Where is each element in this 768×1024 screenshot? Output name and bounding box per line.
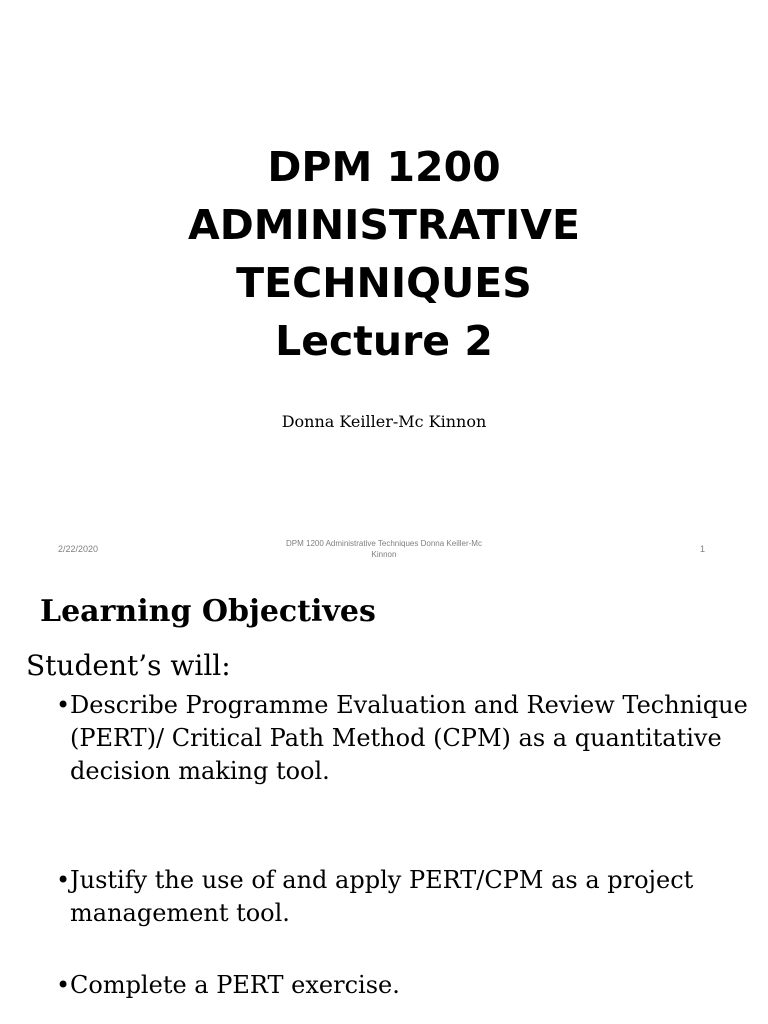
objective-bullet-item xyxy=(56,864,756,930)
objective-bullet-item xyxy=(56,969,756,1002)
title-line-lecture: Lecture 2 xyxy=(275,317,493,365)
objective-text: Justify the use of and apply PERT/CPM as a project management tool. xyxy=(70,866,694,927)
footer-page-number: 1 xyxy=(700,544,706,554)
footer-text xyxy=(264,538,504,560)
bullet-marker: • xyxy=(56,866,71,894)
author-name: Donna Keiller-Mc Kinnon xyxy=(281,412,487,431)
title-line-administrative: ADMINISTRATIVE xyxy=(188,201,580,249)
title-line-techniques: TECHNIQUES xyxy=(236,259,532,307)
objectives-slide xyxy=(0,576,768,1024)
slide-title xyxy=(0,138,768,370)
bullet-marker: • xyxy=(56,971,71,999)
objective-bullet-item xyxy=(56,689,756,788)
bullet-marker: • xyxy=(56,691,71,719)
objectives-intro: Student’s will: xyxy=(26,649,231,682)
footer-text-line-2: Kinnon xyxy=(371,550,397,559)
footer-date: 2/22/2020 xyxy=(58,544,99,554)
title-line-course-code: DPM 1200 xyxy=(267,143,501,191)
objectives-heading: Learning Objectives xyxy=(40,594,376,629)
objective-text: Complete a PERT exercise. xyxy=(70,971,400,999)
footer-text-line-1: DPM 1200 Administrative Techniques Donna Keiller-Mc xyxy=(286,539,482,548)
objective-text: Describe Programme Evaluation and Review Technique (PERT)/ Critical Path Method (CPM) as a quantitative decision making tool. xyxy=(70,691,748,785)
